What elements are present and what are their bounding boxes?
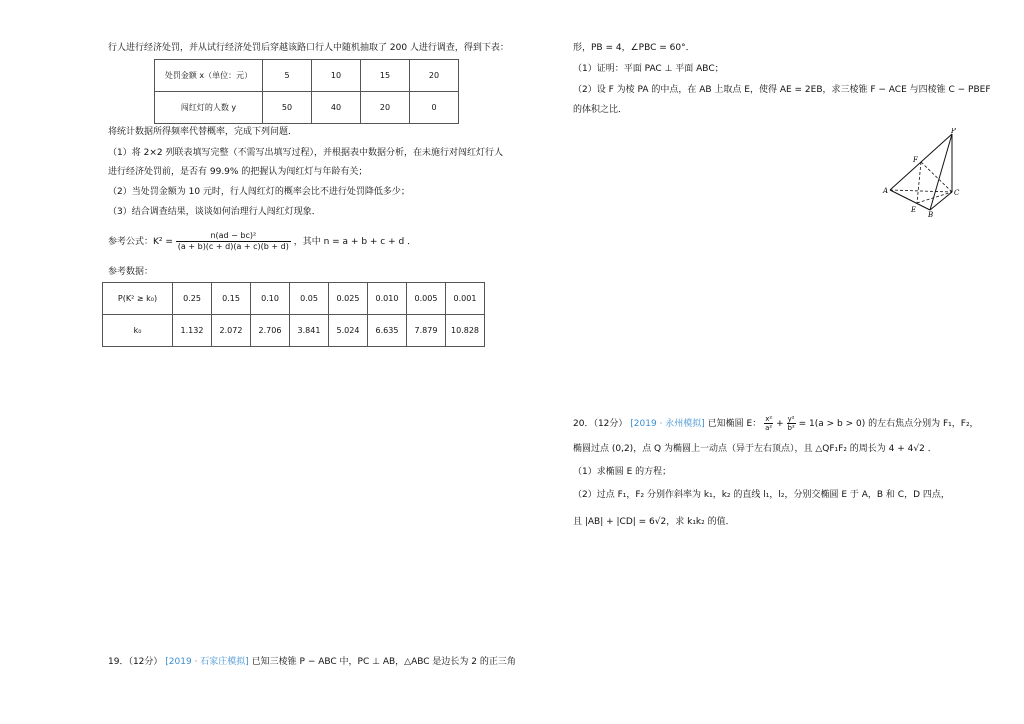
edge-AB (890, 190, 930, 210)
problem-19-part-1: （1）证明：平面 PAC ⊥ 平面 ABC； (573, 64, 724, 74)
question-3: （3）结合调查结果，谈谈如何治理行人闯红灯现象． (108, 207, 321, 217)
table-cell: 0.005 (407, 283, 446, 315)
fraction-numerator: y² (787, 415, 795, 423)
question-1-line-1: （1）将 2×2 列联表填写完整（不需写出填写过程），并根据表中数据分析，在未施行对闯红灯行人 (108, 148, 503, 158)
table-cell: 闯红灯的人数 y (155, 92, 263, 124)
problem-20-part-1: （1）求椭圆 E 的方程； (573, 467, 672, 477)
fraction-numerator: x² (765, 415, 773, 423)
table-cell: 10.828 (446, 315, 485, 347)
reference-data-label: 参考数据： (108, 267, 154, 277)
table-cell: 3.841 (290, 315, 329, 347)
table-cell: 20 (410, 60, 459, 92)
problem-text: 已知三棱锥 P − ABC 中，PC ⊥ AB，△ABC 是边长为 2 的正三角 (251, 657, 516, 667)
problem-20-part-2: （2）过点 F₁，F₂ 分别作斜率为 k₁，k₂ 的直线 l₁，l₂，分别交椭圆 E 于 A，B 和 C，D 四点， (573, 490, 950, 500)
table-cell: 6.635 (368, 315, 407, 347)
problem-19-continued: 形，PB = 4，∠PBC = 60°． (573, 43, 695, 53)
problem-text: = 1(a > b > 0) 的左右焦点分别为 F₁，F₂， (798, 419, 979, 429)
edge-BC (930, 192, 952, 210)
table-cell: P(K² ≥ k₀) (103, 283, 173, 315)
table-cell: 0.15 (212, 283, 251, 315)
label-A: A (883, 187, 889, 195)
table-cell: 5 (263, 60, 312, 92)
table-cell: 0.05 (290, 283, 329, 315)
table-cell: 处罚金额 x（单位：元） (155, 60, 263, 92)
formula-numerator: n(ad − bc)² (176, 231, 291, 242)
table-cell: 0.001 (446, 283, 485, 315)
label-P: P (951, 128, 956, 135)
table-cell: 5.024 (329, 315, 368, 347)
table-cell: 40 (312, 92, 361, 124)
formula-denominator: (a + b)(c + d)(a + c)(b + d) (177, 242, 289, 251)
label-B: B (928, 211, 934, 218)
table-cell: 0.010 (368, 283, 407, 315)
table-cell: 0 (410, 92, 459, 124)
edge-FE (917, 162, 921, 203)
table-cell: 0.025 (329, 283, 368, 315)
intro-text: 行人进行经济处罚，并从试行经济处罚后穿越该路口行人中随机抽取了 200 人进行调查，得到下表： (108, 43, 509, 53)
table-row (155, 92, 459, 124)
plus-sign: + (776, 419, 784, 429)
table-cell: 50 (263, 92, 312, 124)
problem-19-header (108, 656, 516, 668)
problem-number: 20．（12分） (573, 419, 628, 429)
problem-19-part-2-line-1: （2）设 F 为棱 PA 的中点，在 AB 上取点 E，使得 AE = 2EB，求三棱锥 F − ACE 与四棱锥 C − PBEF (573, 85, 991, 95)
formula-suffix: ，其中 n = a + b + c + d ． (293, 237, 417, 247)
question-2: （2）当处罚金额为 10 元时，行人闯红灯的概率会比不进行处罚降低多少； (108, 187, 410, 197)
problem-number: 19．（12分） (108, 657, 163, 667)
pyramid-figure (880, 128, 960, 218)
table-row (103, 283, 485, 315)
formula-fraction (176, 231, 291, 252)
problem-19-part-2-line-2: 的体积之比． (573, 105, 628, 115)
edge-PB (930, 134, 952, 210)
table-cell: 2.072 (212, 315, 251, 347)
table-cell: 20 (361, 92, 410, 124)
table-row (155, 60, 459, 92)
label-E: E (911, 206, 917, 214)
fraction-x (764, 415, 773, 432)
stat-note: 将统计数据所得频率代替概率，完成下列问题． (108, 127, 298, 137)
table-cell: 2.706 (251, 315, 290, 347)
table-cell: 0.10 (251, 283, 290, 315)
problem-20-header (573, 413, 979, 435)
label-F: F (913, 156, 918, 164)
problem-20-part-2-line-2: 且 |AB| + |CD| = 6√2，求 k₁k₂ 的值． (573, 517, 735, 527)
problem-text: 已知椭圆 E： (707, 419, 762, 429)
table-cell: 15 (361, 60, 410, 92)
fraction-y (787, 415, 796, 432)
table-cell: 1.132 (173, 315, 212, 347)
edge-AC (890, 190, 952, 192)
fine-table (154, 59, 459, 124)
fraction-denominator: a² (765, 424, 773, 432)
label-C: C (954, 189, 960, 197)
problem-20-line-2: 椭圆过点 (0,2)，点 Q 为椭圆上一动点（异于左右顶点），且 △QF₁F₂ 的周长为 4 + 4√2 ． (573, 444, 937, 454)
table-cell: 10 (312, 60, 361, 92)
table-cell: 0.25 (173, 283, 212, 315)
source-tag: [2019 · 永州模拟] (630, 419, 705, 429)
formula-prefix: 参考公式：K² = (108, 237, 173, 247)
question-1-line-2: 进行经济处罚前，是否有 99.9% 的把握认为闯红灯与年龄有关； (108, 167, 368, 177)
source-tag: [2019 · 石家庄模拟] (165, 657, 249, 667)
table-cell: 7.879 (407, 315, 446, 347)
reference-formula (108, 231, 416, 253)
table-cell: k₀ (103, 315, 173, 347)
critical-value-table (102, 282, 485, 347)
fraction-denominator: b² (787, 424, 795, 432)
table-row (103, 315, 485, 347)
